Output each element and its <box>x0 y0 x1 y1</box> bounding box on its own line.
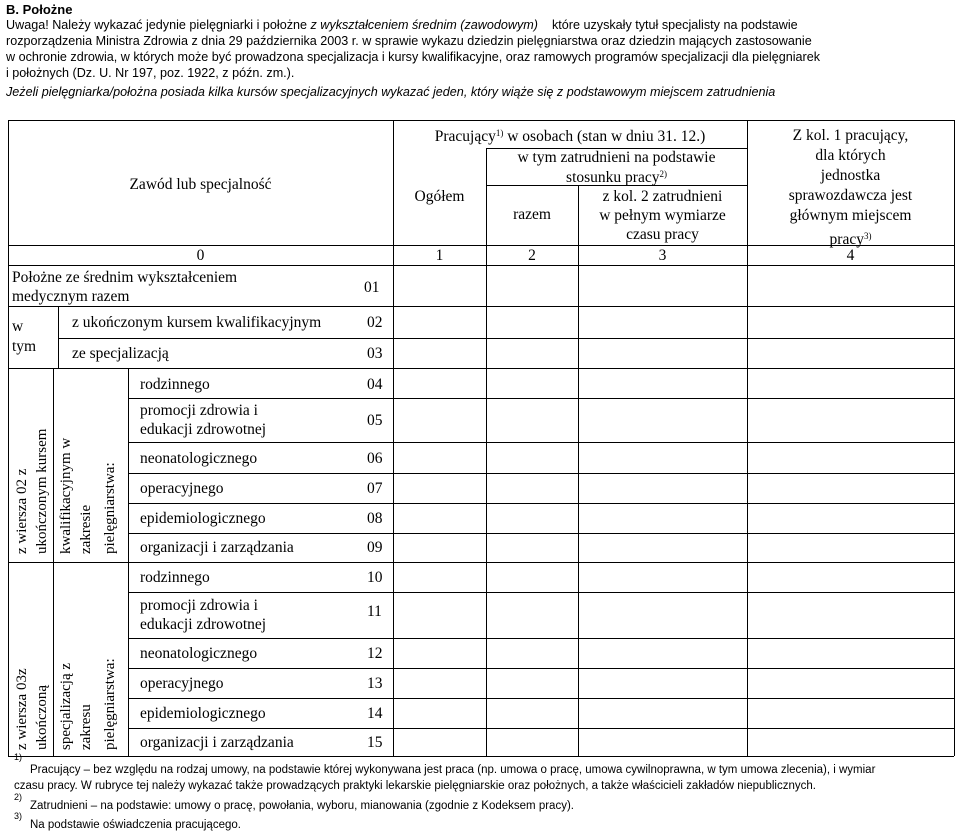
row-line-06 <box>128 473 954 474</box>
header-pracujacy-label: Pracujący <box>434 128 496 145</box>
g2-row-10-number: 10 <box>367 569 383 586</box>
notice-line1a: Uwaga! Należy wykazać jedynie pielęgniarki i położne <box>6 18 308 32</box>
g1-row-04-number: 04 <box>367 376 383 393</box>
g1-row-09-number: 09 <box>367 539 383 556</box>
group2-inner-label: pielęgniarstwa: <box>102 658 118 750</box>
group1-outer-line2: ukończonym kursem <box>34 428 50 554</box>
group1-outer-line3: kwalifikacyjnym w <box>58 437 74 554</box>
g1-row-05-label <box>140 401 266 439</box>
notice-line1c: które uzyskały tytuł specjalisty na podstawie <box>551 18 798 32</box>
row-03-label: ze specjalizacją <box>72 345 169 362</box>
header-zkol2-line2: w pełnym wymiarze <box>599 207 726 224</box>
col-number-0: 0 <box>196 247 205 264</box>
footnote-2-marker: 2) <box>14 792 23 802</box>
row-01-label-line1: Położne ze średnim wykształceniem <box>12 269 238 286</box>
footnote-1-line2: czasu pracy. W rubryce tej należy wykazać także prowadzących praktyki lekarskie pielęgniarskie oraz położnych, a także właścicieli zakładów niepublicznych. <box>14 780 816 792</box>
row-line-10 <box>128 592 954 593</box>
col-line-1 <box>393 120 394 756</box>
g1-row-08-number: 08 <box>367 510 383 527</box>
g2-row-12-label: neonatologicznego <box>140 645 258 662</box>
header-wtym-line1: w tym zatrudnieni na podstawie <box>517 149 716 166</box>
header-wtym-sup: 2) <box>659 169 667 179</box>
g1-row-06-label: neonatologicznego <box>140 450 258 467</box>
g2-row-11-label <box>140 596 266 634</box>
header-wtym-line2: stosunku pracy <box>566 169 660 186</box>
g2-row-11-label-line2: edukacji zdrowotnej <box>140 616 267 633</box>
header-zkol2 <box>578 187 747 244</box>
col-line-2 <box>486 148 487 756</box>
row-line-04 <box>128 398 954 399</box>
row-line-08 <box>128 533 954 534</box>
g1-row-07-number: 07 <box>367 480 383 497</box>
header-zkol2-line3: czasu pracy <box>626 226 699 243</box>
row-line-01 <box>8 306 954 307</box>
col-line-3 <box>578 185 579 756</box>
table-bottom-border <box>8 756 954 757</box>
col-number-2: 2 <box>528 247 536 264</box>
col-number-1: 1 <box>435 247 444 264</box>
notice-line1b: z wykształceniem średnim (zawodowym) <box>310 18 538 32</box>
g2-row-15-label: organizacji i zarządzania <box>140 734 294 751</box>
header-zkol1-line2: dla których <box>815 147 886 164</box>
header-zkol1-line3: jednostka <box>820 167 881 184</box>
group1-outer-line4: zakresie <box>78 504 94 554</box>
header-pracujacy <box>393 124 747 146</box>
notice-line5: Jeżeli pielęgniarka/położna posiada kilka kursów specjalizacyjnych wykazać jeden, który wiąże się z podstawowym miejscem zatrudnienia <box>6 85 776 99</box>
header-wtym <box>486 149 747 186</box>
w-label: w <box>12 318 24 335</box>
row-01-number: 01 <box>364 279 380 296</box>
col-number-3: 3 <box>658 247 667 264</box>
notice-line3: w ochronie zdrowia, w których może być prowadzona specjalizacja i kursy kwalifikacyjne, oraz ramowych programów specjalizacji dla pielęgniarek <box>6 50 821 64</box>
g2-row-14-number: 14 <box>367 705 383 722</box>
footnote-1-marker: 1) <box>14 752 23 762</box>
footnote-2: Zatrudnieni – na podstawie: umowy o pracę, powołania, wyboru, mianowania (zgodnie z Kodeksem pracy). <box>30 800 574 812</box>
g1-row-05-label-line1: promocji zdrowia i <box>140 402 258 419</box>
row-02-label: z ukończonym kursem kwalifikacyjnym <box>72 314 322 331</box>
g1-row-05-number: 05 <box>367 412 383 429</box>
group-separator <box>8 562 954 563</box>
group1-outer-line1: z wiersza 02 z <box>14 468 30 554</box>
group1-inner-label: pielęgniarstwa: <box>102 462 118 554</box>
row-line-05 <box>128 442 954 443</box>
group2-outer-line3: specjalizacją z <box>58 662 74 750</box>
table-top-border <box>8 120 954 121</box>
hdr-line-d <box>8 265 954 266</box>
header-zkol1-line4: sprawozdawcza jest <box>788 187 913 204</box>
tym-label: tym <box>12 338 37 355</box>
header-ogolem: Ogółem <box>414 188 465 205</box>
row-01-label <box>12 268 237 306</box>
g1-row-07-label: operacyjnego <box>140 480 224 497</box>
g2-row-14-label: epidemiologicznego <box>140 705 266 722</box>
row-line-11 <box>128 638 954 639</box>
notice-line4: i położnych (Dz. U. Nr 197, poz. 1922, z późn. zm.). <box>6 66 295 80</box>
row-02-number: 02 <box>367 314 383 331</box>
row-03-number: 03 <box>367 345 383 362</box>
footnote-3-marker: 3) <box>14 811 23 821</box>
header-razem: razem <box>513 206 551 223</box>
group2-outer-line1: z wiersza 03z <box>14 668 30 750</box>
footnote-1-line1: Pracujący – bez względu na rodzaj umowy, na podstawie której wykonywana jest praca (np. umowa o pracę, umowa cywilnoprawna, w tym umowa zlecenia), i wymiar <box>30 764 876 776</box>
notice <box>6 17 954 100</box>
row-line-07 <box>128 503 954 504</box>
header-pracujacy-rest: w osobach (stan w dniu 31. 12.) <box>507 128 706 145</box>
header-pracujacy-sup: 1) <box>495 128 504 138</box>
g2-row-11-label-line1: promocji zdrowia i <box>140 597 258 614</box>
g2-row-11-number: 11 <box>367 603 382 620</box>
g2-row-13-label: operacyjnego <box>140 675 224 692</box>
g2-row-10-label: rodzinnego <box>140 569 210 586</box>
g2-row-13-number: 13 <box>367 675 383 692</box>
g1-row-05-label-line2: edukacji zdrowotnej <box>140 421 267 438</box>
section-title: B. Położne <box>6 2 73 17</box>
group2-outer-line2: ukończoną <box>34 685 50 750</box>
table-left-border <box>8 120 9 756</box>
header-zkol1-line1: Z kol. 1 pracujący, <box>792 127 909 144</box>
group2-outer-line4: zakresu <box>78 704 94 750</box>
header-zkol1-line5: głównym miejscem <box>789 207 912 224</box>
header-zkol2-line1: z kol. 2 zatrudnieni <box>602 188 723 205</box>
row-line-02 <box>58 338 954 339</box>
notice-line2: rozporządzenia Ministra Zdrowia z dnia 29 października 2003 r. w sprawie wykazu dziedzin pielęgniarstwa oraz dziedzin mających zastosowanie <box>6 34 812 48</box>
header-zkol1-sup: 3) <box>863 231 872 241</box>
col-number-4: 4 <box>846 247 855 264</box>
footnote-3: Na podstawie oświadczenia pracującego. <box>30 819 241 831</box>
header-zkol1 <box>747 126 954 250</box>
g2-row-12-number: 12 <box>367 645 383 662</box>
row-line-12 <box>128 668 954 669</box>
g1-row-04-label: rodzinnego <box>140 376 210 393</box>
header-zkol1-line6: pracy <box>829 231 864 248</box>
g1-row-06-number: 06 <box>367 450 383 467</box>
row-line-13 <box>128 698 954 699</box>
g2-row-15-number: 15 <box>367 734 383 751</box>
row-01-label-line2: medycznym razem <box>12 288 130 305</box>
g1-row-08-label: epidemiologicznego <box>140 510 266 527</box>
table-right-border <box>954 120 955 756</box>
header-zawod: Zawód lub specjalność <box>129 176 272 193</box>
g1-row-09-label: organizacji i zarządzania <box>140 539 294 556</box>
w-tym-divider <box>58 306 59 368</box>
row-line-03 <box>8 368 954 369</box>
row-line-14 <box>128 728 954 729</box>
